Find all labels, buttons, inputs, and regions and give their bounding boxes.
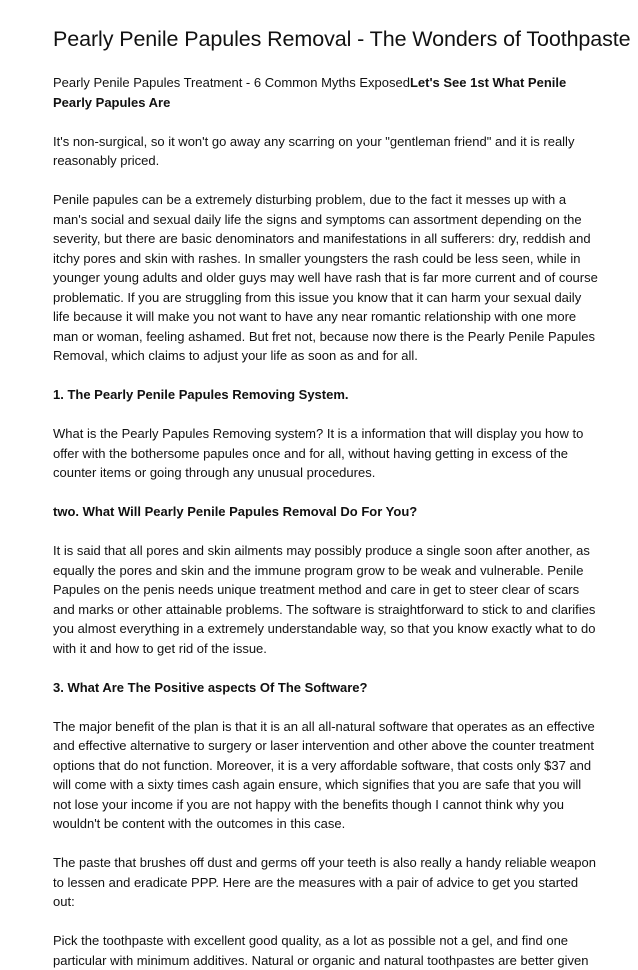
heading-2: two. What Will Pearly Penile Papules Removal Do For You?	[53, 504, 418, 519]
subtitle-bold: Let's See 1st What Penile Pearly Papules Are	[53, 75, 567, 110]
subtitle-line	[53, 73, 598, 112]
paragraph-4: It is said that all pores and skin ailments may possibly produce a single soon after another, as equally the pores and skin and the immune program grow to be weak and vulnerable. Penile Papules on the penis needs unique treatment method and care in get to steer clear of scars and marks or other attainable problems. The software is straightforward to stick to and clarifies you almost everything in a extremely understandable way, so that you know exactly what to do with it and how to get rid of the issue.	[53, 543, 596, 656]
paragraph-5: The major benefit of the plan is that it is an all all-natural software that operates as an effective and effective alternative to surgery or laser intervention and other above the counter treatment options that do not function. Moreover, it is a very affordable software, that costs only $37 and will come with a sixty times cash again ensure, which signifies that you are safe that you will not lose your income if you are not happy with the benefits though I cannot think why you wouldn't be content with the outcomes in this case.	[53, 718, 595, 831]
paragraph-1: It's non-surgical, so it won't go away any scarring on your "gentleman friend" and it is really reasonably priced.	[53, 133, 575, 168]
subtitle-plain: Pearly Penile Papules Treatment - 6 Common Myths Exposed	[53, 75, 410, 90]
paragraph-3: What is the Pearly Papules Removing system? It is a information that will display you how to offer with the bothersome papules once and for all, without having getting in excess of the counter items or going through any unusual procedures.	[53, 426, 584, 480]
paragraph-2: Penile papules can be a extremely disturbing problem, due to the fact it messes up with a man's social and sexual daily life the signs and symptoms can assortment depending on the severity, but there are basic denominators and manifestations in all sufferers: dry, reddish and itchy pores and skin with rashes. In smaller youngsters the rash could be less seen, while in younger young adults and older guys may well have rash that is far more current and of course problematic. If you are struggling from this issue you know that it can harm your sexual daily life because it will make you not want to have any near romantic relationship with one more man or woman, feeling ashamed. But fret not, because now there is the Pearly Penile Papules Removal, which claims to adjust your life as soon as and for all.	[53, 192, 598, 363]
heading-1: 1. The Pearly Penile Papules Removing System.	[53, 387, 349, 402]
paragraph-6: The paste that brushes off dust and germs off your teeth is also really a handy reliable weapon to lessen and eradicate PPP. Here are the measures with a pair of advice to get you started out:	[53, 855, 596, 909]
heading-3: 3. What Are The Positive aspects Of The Software?	[53, 679, 368, 695]
document-page	[53, 24, 631, 970]
paragraph-7: Pick the toothpaste with excellent good quality, as a lot as possible not a gel, and find one particular with minimum additives. Natural or organic and natural toothpastes are better given	[53, 933, 589, 968]
document-title: Pearly Penile Papules Removal - The Wonders of Toothpaste	[53, 27, 631, 51]
